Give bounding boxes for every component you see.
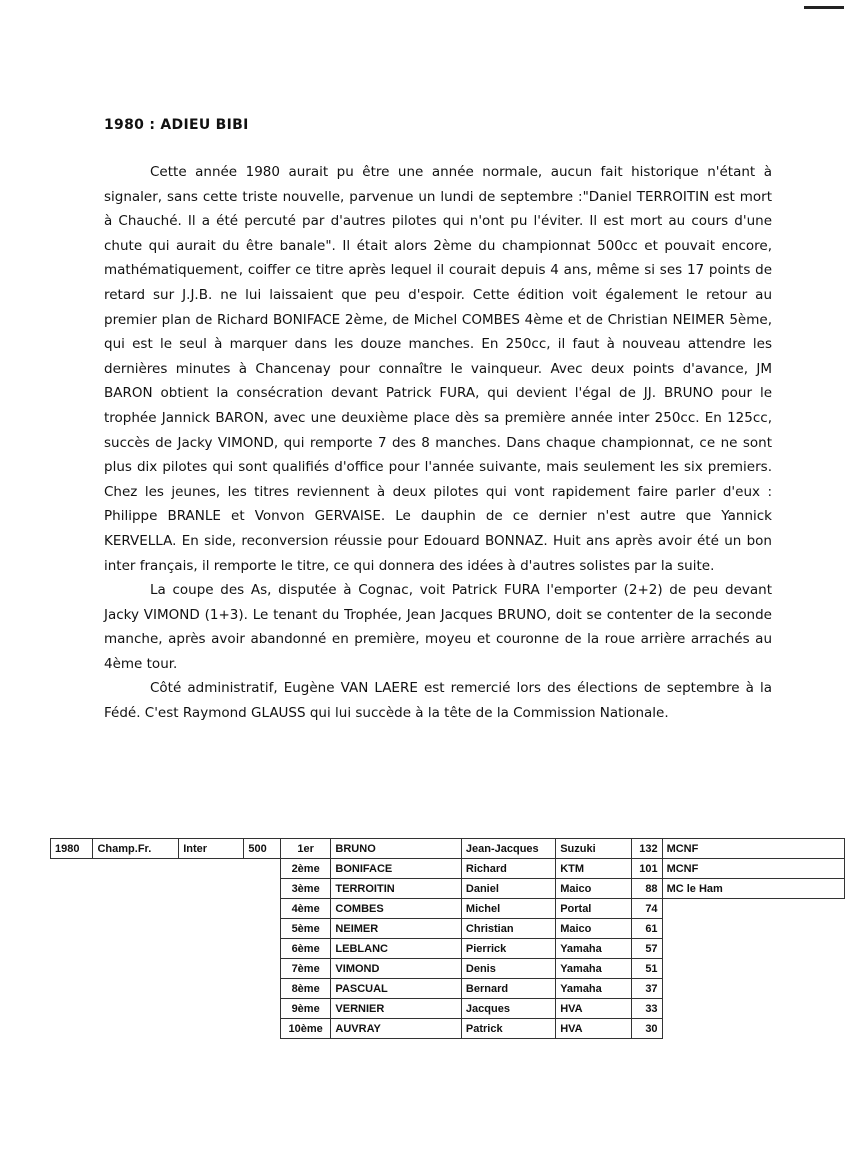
table-row [51, 859, 845, 879]
page-title: 1980 : ADIEU BIBI [104, 117, 249, 133]
rider-name-cell: COMBES [331, 899, 461, 919]
motorcycle-cell: Suzuki [556, 839, 632, 859]
points-cell: 33 [631, 999, 662, 1019]
empty-cell [662, 899, 844, 919]
championship-cell: Champ.Fr. [93, 839, 179, 859]
table-row [51, 839, 845, 859]
empty-cell [244, 899, 280, 919]
empty-cell [662, 939, 844, 959]
empty-cell [662, 959, 844, 979]
corner-mark [804, 6, 844, 9]
empty-cell [244, 859, 280, 879]
points-cell: 51 [631, 959, 662, 979]
rider-name-cell: VIMOND [331, 959, 461, 979]
club-cell: MCNF [662, 839, 844, 859]
empty-cell [51, 939, 93, 959]
results-table [50, 838, 845, 1039]
motorcycle-cell: Yamaha [556, 979, 632, 999]
empty-cell [179, 879, 244, 899]
rider-name-cell: VERNIER [331, 999, 461, 1019]
empty-cell [662, 979, 844, 999]
empty-cell [51, 899, 93, 919]
empty-cell [51, 1019, 93, 1039]
position-cell: 6ème [280, 939, 331, 959]
rider-name-cell: AUVRAY [331, 1019, 461, 1039]
motorcycle-cell: HVA [556, 1019, 632, 1039]
empty-cell [93, 1019, 179, 1039]
empty-cell [93, 859, 179, 879]
position-cell: 5ème [280, 919, 331, 939]
table-row [51, 919, 845, 939]
empty-cell [179, 979, 244, 999]
empty-cell [244, 999, 280, 1019]
empty-cell [662, 1019, 844, 1039]
motorcycle-cell: Maico [556, 879, 632, 899]
position-cell: 2ème [280, 859, 331, 879]
empty-cell [51, 959, 93, 979]
rider-firstname-cell: Jacques [461, 999, 555, 1019]
position-cell: 10ème [280, 1019, 331, 1039]
category-cell: Inter [179, 839, 244, 859]
points-cell: 132 [631, 839, 662, 859]
points-cell: 88 [631, 879, 662, 899]
empty-cell [179, 939, 244, 959]
empty-cell [179, 1019, 244, 1039]
points-cell: 57 [631, 939, 662, 959]
empty-cell [93, 919, 179, 939]
position-cell: 4ème [280, 899, 331, 919]
rider-name-cell: NEIMER [331, 919, 461, 939]
motorcycle-cell: Yamaha [556, 959, 632, 979]
rider-name-cell: TERROITIN [331, 879, 461, 899]
position-cell: 7ème [280, 959, 331, 979]
rider-firstname-cell: Pierrick [461, 939, 555, 959]
class-cell: 500 [244, 839, 280, 859]
empty-cell [179, 919, 244, 939]
position-cell: 9ème [280, 999, 331, 1019]
position-cell: 8ème [280, 979, 331, 999]
empty-cell [93, 879, 179, 899]
empty-cell [244, 879, 280, 899]
motorcycle-cell: KTM [556, 859, 632, 879]
empty-cell [244, 939, 280, 959]
empty-cell [244, 1019, 280, 1039]
points-cell: 30 [631, 1019, 662, 1039]
empty-cell [179, 999, 244, 1019]
motorcycle-cell: Portal [556, 899, 632, 919]
rider-firstname-cell: Daniel [461, 879, 555, 899]
empty-cell [93, 979, 179, 999]
points-cell: 74 [631, 899, 662, 919]
empty-cell [179, 959, 244, 979]
rider-firstname-cell: Richard [461, 859, 555, 879]
table-row [51, 959, 845, 979]
empty-cell [51, 859, 93, 879]
empty-cell [179, 899, 244, 919]
rider-name-cell: BONIFACE [331, 859, 461, 879]
paragraph: La coupe des As, disputée à Cognac, voit Patrick FURA l'emporter (2+2) de peu devant Jacky VIMOND (1+3). Le tenant du Trophée, Jean Jacques BRUNO, doit se contenter de la seconde manche, après avoir abandonné en première, moyeu et couronne de la roue arrière arrachés au 4ème tour. [104, 582, 772, 672]
points-cell: 101 [631, 859, 662, 879]
motorcycle-cell: HVA [556, 999, 632, 1019]
rider-firstname-cell: Denis [461, 959, 555, 979]
empty-cell [662, 999, 844, 1019]
table-row [51, 879, 845, 899]
empty-cell [51, 919, 93, 939]
table-row [51, 999, 845, 1019]
year-cell: 1980 [51, 839, 93, 859]
empty-cell [244, 919, 280, 939]
empty-cell [244, 979, 280, 999]
rider-firstname-cell: Christian [461, 919, 555, 939]
empty-cell [51, 979, 93, 999]
article-body [104, 160, 772, 726]
rider-firstname-cell: Michel [461, 899, 555, 919]
club-cell: MCNF [662, 859, 844, 879]
empty-cell [93, 939, 179, 959]
empty-cell [51, 999, 93, 1019]
rider-name-cell: LEBLANC [331, 939, 461, 959]
table-row [51, 1019, 845, 1039]
points-cell: 61 [631, 919, 662, 939]
motorcycle-cell: Yamaha [556, 939, 632, 959]
paragraph: Côté administratif, Eugène VAN LAERE est remercié lors des élections de septembre à la Fédé. C'est Raymond GLAUSS qui lui succède à la tête de la Commission Nationale. [104, 680, 772, 722]
rider-firstname-cell: Bernard [461, 979, 555, 999]
rider-firstname-cell: Jean-Jacques [461, 839, 555, 859]
empty-cell [179, 859, 244, 879]
rider-name-cell: BRUNO [331, 839, 461, 859]
empty-cell [662, 919, 844, 939]
motorcycle-cell: Maico [556, 919, 632, 939]
position-cell: 1er [280, 839, 331, 859]
rider-name-cell: PASCUAL [331, 979, 461, 999]
empty-cell [244, 959, 280, 979]
table-row [51, 939, 845, 959]
points-cell: 37 [631, 979, 662, 999]
paragraph: Cette année 1980 aurait pu être une année normale, aucun fait historique n'étant à signaler, sans cette triste nouvelle, parvenue un lundi de septembre :"Daniel TERROITIN est mort à Chauché. Il a été percuté par d'autres pilotes qui n'ont pu l'éviter. Il est mort au cours d'une chute qui aurait du être banale". Il était alors 2ème du championnat 500cc et pouvait encore, mathématiquement, coiffer ce titre après lequel il courait depuis 4 ans, même si ses 17 points de retard sur J.J.B. ne lui laissaient que peu d'espoir. Cette édition voit également le retour au premier plan de Richard BONIFACE 2ème, de Michel COMBES 4ème et de Christian NEIMER 5ème, qui est le seul à marquer dans les douze manches. En 250cc, il faut à nouveau attendre les dernières minutes à Chancenay pour connaître le vainqueur. Avec deux points d'avance, JM BARON obtient la consécration devant Patrick FURA, qui devient l'égal de JJ. BRUNO pour le trophée Jannick BARON, avec une deuxième place dès sa première année inter 250cc. En 125cc, succès de Jacky VIMOND, qui remporte 7 des 8 manches. Dans chaque championnat, ce ne sont plus dix pilotes qui sont qualifiés d'office pour l'année suivante, mais seulement les six premiers. Chez les jeunes, les titres reviennent à deux pilotes qui vont rapidement faire parler d'eux : Philippe BRANLE et Vonvon GERVAISE. Le dauphin de ce dernier n'est autre que Yannick KERVELLA. En side, reconversion réussie pour Edouard BONNAZ. Huit ans après avoir été un bon inter français, il remporte le titre, ce qui donnera des idées à d'autres solistes par la suite. [104, 164, 772, 574]
rider-firstname-cell: Patrick [461, 1019, 555, 1039]
empty-cell [93, 959, 179, 979]
club-cell: MC le Ham [662, 879, 844, 899]
empty-cell [51, 879, 93, 899]
empty-cell [93, 899, 179, 919]
table-row [51, 899, 845, 919]
empty-cell [93, 999, 179, 1019]
position-cell: 3ème [280, 879, 331, 899]
table-row [51, 979, 845, 999]
